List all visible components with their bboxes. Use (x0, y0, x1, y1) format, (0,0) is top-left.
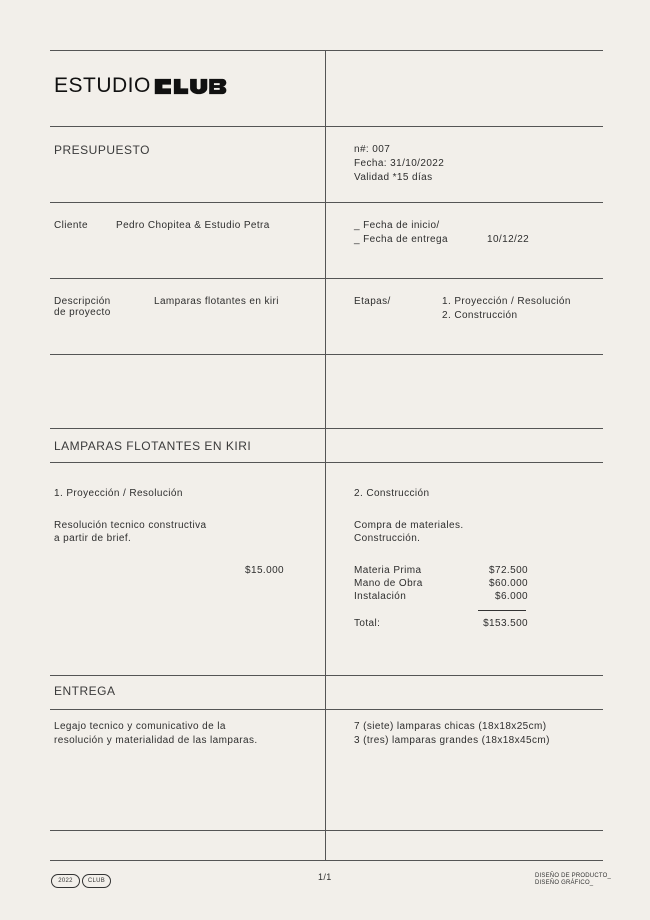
stage1-price: $15.000 (245, 565, 284, 576)
stage1-desc-line1: Resolución tecnico constructiva (54, 520, 207, 531)
studio-logo (54, 74, 232, 98)
cost-item-price: $60.000 (489, 578, 528, 589)
rule-header (50, 126, 603, 127)
total-rule (478, 610, 526, 611)
rule-delivery-end (50, 830, 603, 831)
rule-bottom (50, 860, 603, 861)
stage2-desc-line1: Compra de materiales. (354, 520, 464, 531)
client-value: Pedro Chopitea & Estudio Petra (116, 220, 270, 231)
quote-number: n#: 007 (354, 144, 391, 155)
logo-text: ESTUDIO (54, 74, 151, 97)
column-divider (325, 50, 326, 860)
description-value: Lamparas flotantes en kiri (154, 296, 279, 307)
stage2-title: 2. Construcción (354, 488, 430, 499)
delivery-date-label: _ Fecha de entrega (354, 234, 448, 245)
rule-delivery-body (50, 709, 603, 710)
description-label-line1: Descripción (54, 296, 111, 307)
brand-pill: CLUB (82, 874, 111, 888)
cost-item-label: Materia Prima (354, 565, 422, 576)
rule-client (50, 202, 603, 203)
delivery-date-value: 10/12/22 (487, 234, 530, 245)
delivery-left-line2: resolución y materialidad de las lamparas. (54, 735, 258, 746)
cost-item-label: Mano de Obra (354, 578, 423, 589)
rule-top (50, 50, 603, 51)
stages-label: Etapas/ (354, 296, 391, 307)
footer-tag-line1: DISEÑO DE PRODUCTO_ (535, 873, 612, 879)
rule-description (50, 278, 603, 279)
project-title: LAMPARAS FLOTANTES EN KIRI (54, 439, 252, 453)
stage-item: 2. Construcción (442, 310, 518, 321)
rule-project-body (50, 462, 603, 463)
stage-item: 1. Proyección / Resolución (442, 296, 571, 307)
club-logo-mark (152, 76, 232, 97)
total-label: Total: (354, 618, 381, 629)
rule-delivery-title (50, 675, 603, 676)
cost-item-price: $72.500 (489, 565, 528, 576)
quote-date: Fecha: 31/10/2022 (354, 158, 445, 169)
client-label: Cliente (54, 220, 88, 231)
stage1-title: 1. Proyección / Resolución (54, 488, 183, 499)
delivery-left-line1: Legajo tecnico y comunicativo de la (54, 721, 226, 732)
start-date-label: _ Fecha de inicio/ (354, 220, 440, 231)
section-title-presupuesto: PRESUPUESTO (54, 143, 150, 157)
stage2-desc-line2: Construcción. (354, 533, 421, 544)
rule-project-title (50, 428, 603, 429)
delivery-right-line1: 7 (siete) lamparas chicas (18x18x25cm) (354, 721, 547, 732)
total-value: $153.500 (483, 618, 528, 629)
rule-empty-top (50, 354, 603, 355)
cost-item-label: Instalación (354, 591, 407, 602)
stage1-desc-line2: a partir de brief. (54, 533, 132, 544)
delivery-title: ENTREGA (54, 684, 116, 698)
cost-item-price: $6.000 (495, 591, 528, 602)
footer-tag-line2: DISEÑO GRÁFICO_ (535, 880, 594, 886)
delivery-right-line2: 3 (tres) lamparas grandes (18x18x45cm) (354, 735, 550, 746)
quote-validity: Validad *15 días (354, 172, 433, 183)
year-pill: 2022 (51, 874, 80, 888)
description-label-line2: de proyecto (54, 307, 111, 318)
page-number: 1/1 (318, 872, 332, 882)
